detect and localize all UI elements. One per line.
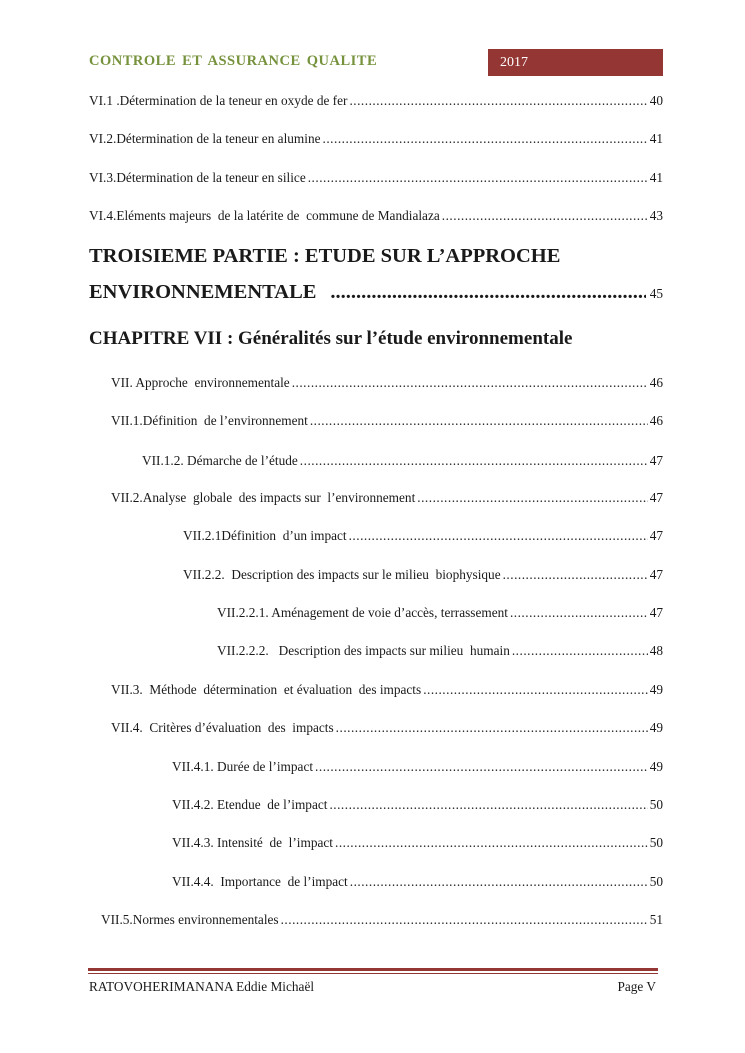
toc-entry[interactable] xyxy=(111,413,663,429)
footer-page-number: Page V xyxy=(617,979,656,994)
toc-entry-page: 50 xyxy=(649,835,663,850)
dot-leader xyxy=(336,720,648,736)
dot-leader xyxy=(510,605,648,621)
toc-entry[interactable] xyxy=(101,912,663,928)
toc-entry-page: 47 xyxy=(649,490,663,505)
toc-entry-title: VII.4.2. Etendue de l’impact xyxy=(172,797,328,812)
toc-entry[interactable] xyxy=(111,490,663,506)
toc-entry-title: VII.1.Définition de l’environnement xyxy=(111,413,308,428)
toc-entry-page: 48 xyxy=(649,643,663,658)
footer-divider xyxy=(88,968,658,971)
toc-entry[interactable] xyxy=(111,375,663,391)
footer-divider-thin xyxy=(88,973,658,974)
toc-entry-title: VII.2.Analyse globale des impacts sur l’environnement xyxy=(111,490,416,505)
dot-leader xyxy=(308,170,648,186)
dot-leader xyxy=(503,567,648,583)
toc-entry-page: 40 xyxy=(649,93,663,108)
toc-entry-page: 47 xyxy=(649,453,663,468)
document-title: CONTROLE ET ASSURANCE QUALITE xyxy=(89,53,378,69)
dot-leader xyxy=(329,797,647,813)
toc-entry[interactable] xyxy=(89,170,663,186)
toc-entry[interactable] xyxy=(142,453,663,469)
dot-leader xyxy=(310,413,648,429)
dot-leader xyxy=(330,281,645,304)
dot-leader xyxy=(350,874,648,890)
year-badge: 2017 xyxy=(488,49,663,76)
toc-entry[interactable] xyxy=(89,131,663,147)
toc-entry-title: VII.4.3. Intensité de l’impact xyxy=(172,835,333,850)
toc-entry[interactable] xyxy=(172,797,663,813)
dot-leader xyxy=(300,453,648,469)
part-heading-line-1[interactable]: TROISIEME PARTIE : ETUDE SUR L’APPROCHE xyxy=(89,245,561,267)
toc-entry-page: 51 xyxy=(649,912,663,927)
footer-author: RATOVOHERIMANANA Eddie Michaël xyxy=(89,979,315,994)
toc-entry[interactable] xyxy=(217,643,663,659)
dot-leader xyxy=(442,208,648,224)
toc-entry-title: VI.3.Détermination de la teneur en silice xyxy=(89,170,306,185)
toc-entry-page: 47 xyxy=(649,567,663,582)
toc-entry-page: 49 xyxy=(649,682,663,697)
part-heading-text: ENVIRONNEMENTALE xyxy=(89,281,317,303)
toc-entry-page: 46 xyxy=(649,375,663,390)
toc-entry-title: VII.5.Normes environnementales xyxy=(101,912,279,927)
dot-leader xyxy=(323,131,648,147)
toc-entry-title: VII.2.1Définition d’un impact xyxy=(183,528,347,543)
dot-leader xyxy=(349,93,647,109)
toc-entry-title: VII.3. Méthode détermination et évaluation des impacts xyxy=(111,682,422,697)
dot-leader xyxy=(281,912,648,928)
toc-entry[interactable] xyxy=(217,605,663,621)
dot-leader xyxy=(423,682,648,698)
toc-entry-page: 49 xyxy=(649,759,663,774)
toc-entry-title: VII.2.2. Description des impacts sur le milieu biophysique xyxy=(183,567,501,582)
part-heading-line-2[interactable] xyxy=(89,281,663,304)
toc-entry-title: VII.4. Critères d’évaluation des impacts xyxy=(111,720,334,735)
dot-leader xyxy=(315,759,648,775)
toc-entry-title: VI.1 .Détermination de la teneur en oxyde de fer xyxy=(89,93,348,108)
toc-entry-title: VII.2.2.2. Description des impacts sur milieu humain xyxy=(217,643,510,658)
toc-entry-title: VI.2.Détermination de la teneur en alumine xyxy=(89,131,321,146)
toc-entry[interactable] xyxy=(172,759,663,775)
toc-entry[interactable] xyxy=(183,528,663,544)
toc-entry-title: VII.2.2.1. Aménagement de voie d’accès, terrassement xyxy=(217,605,508,620)
toc-entry-title: VII.4.1. Durée de l’impact xyxy=(172,759,314,774)
toc-entry-title: VII.4.4. Importance de l’impact xyxy=(172,874,348,889)
toc-entry-page: 50 xyxy=(649,797,663,812)
toc-entry-page: 50 xyxy=(649,874,663,889)
toc-entry-page: 41 xyxy=(649,131,663,146)
toc-entry[interactable] xyxy=(111,682,663,698)
toc-entry-page: 43 xyxy=(649,208,663,223)
dot-leader xyxy=(349,528,648,544)
dot-leader xyxy=(417,490,647,506)
toc-entry[interactable] xyxy=(111,720,663,736)
toc-entry[interactable] xyxy=(183,567,663,583)
toc-entry-page: 47 xyxy=(649,605,663,620)
dot-leader xyxy=(292,375,648,391)
toc-entry-page: 41 xyxy=(649,170,663,185)
toc-entry[interactable] xyxy=(89,208,663,224)
page-header xyxy=(0,0,745,90)
toc-entry-title: VII. Approche environnementale xyxy=(111,375,290,390)
dot-leader xyxy=(335,835,648,851)
toc-entry-page: 47 xyxy=(649,528,663,543)
toc-entry-title: VI.4.Eléments majeurs de la latérite de commune de Mandialaza xyxy=(89,208,440,223)
toc-entry-page: 46 xyxy=(649,413,663,428)
part-heading-page: 45 xyxy=(649,286,663,301)
toc-entry-page: 49 xyxy=(649,720,663,735)
dot-leader xyxy=(512,643,648,659)
toc-entry[interactable] xyxy=(172,874,663,890)
toc-entry[interactable] xyxy=(172,835,663,851)
toc-entry[interactable] xyxy=(89,93,663,109)
toc-entry-title: VII.1.2. Démarche de l’étude xyxy=(142,453,298,468)
chapter-heading[interactable]: CHAPITRE VII : Généralités sur l’étude environnementale xyxy=(89,328,573,349)
